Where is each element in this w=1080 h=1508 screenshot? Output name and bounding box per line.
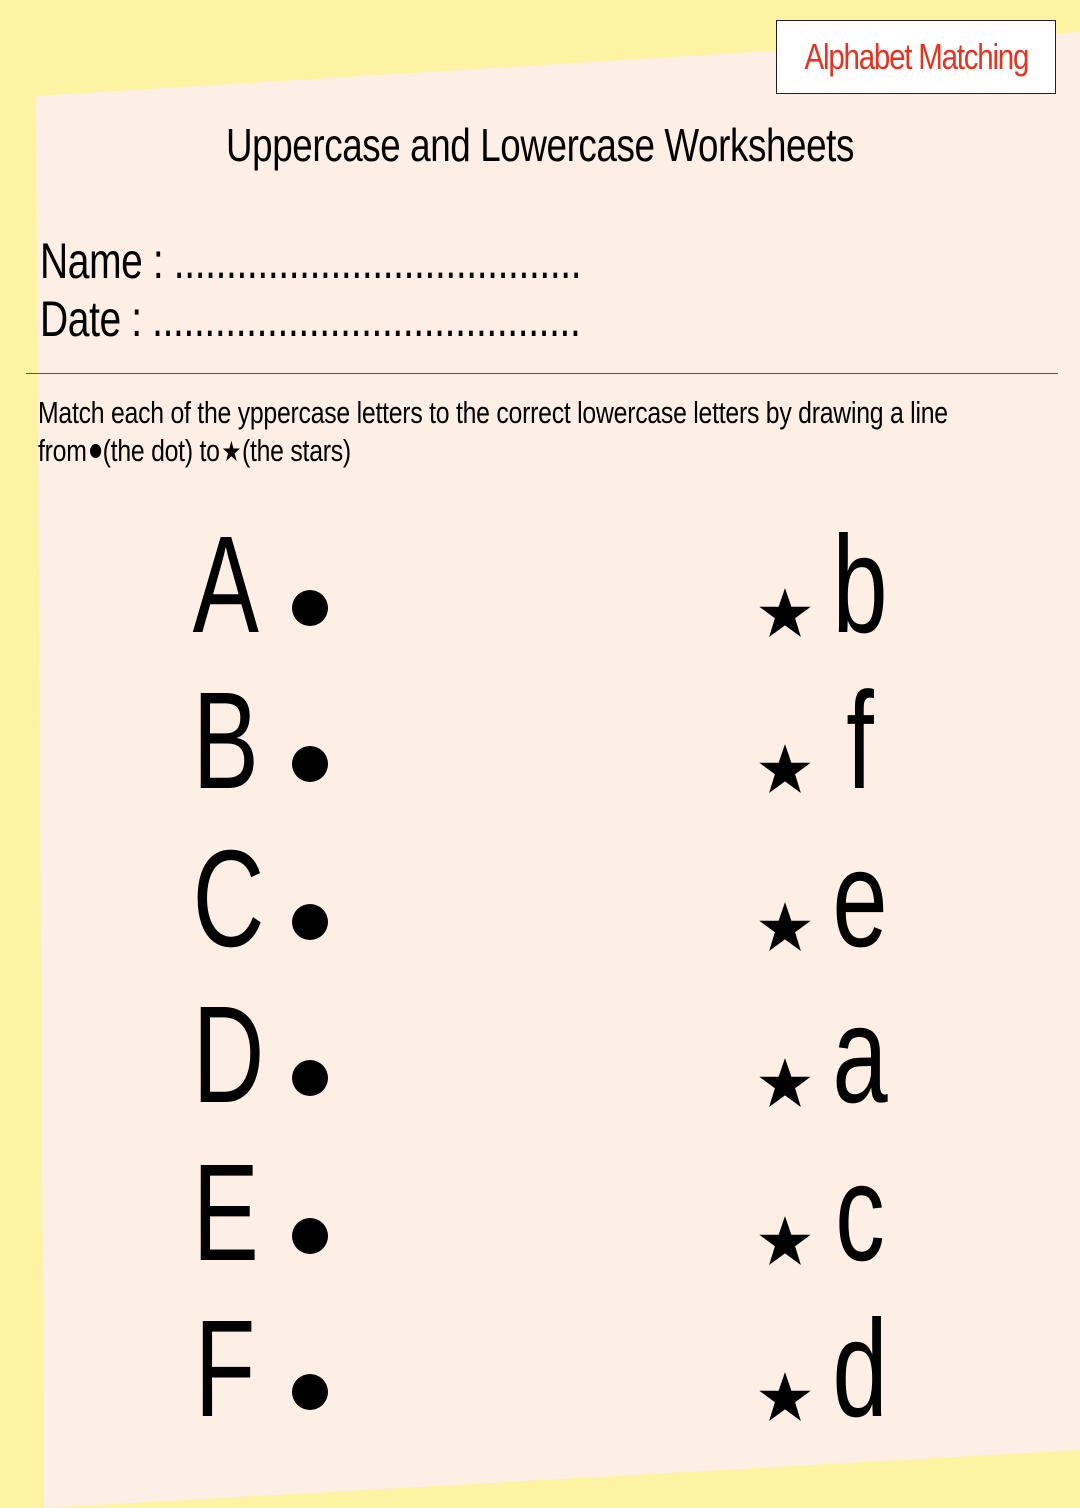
match-pair [0, 822, 1080, 976]
instructions [38, 394, 1054, 471]
divider [26, 373, 1058, 374]
uppercase-letter: F [194, 1292, 256, 1446]
instructions-line-2 [38, 432, 1054, 471]
instructions-line-1: Match each of the yppercase letters to the correct lowercase letters by drawing a line [38, 395, 948, 430]
badge-text: Alphabet Matching [804, 36, 1028, 77]
instructions-star-text: (the stars) [241, 433, 351, 468]
dot-icon [90, 444, 101, 458]
dot-icon[interactable] [292, 1060, 328, 1096]
uppercase-letter: C [192, 822, 265, 976]
name-field[interactable]: Name : ....................................... [40, 233, 582, 289]
star-icon[interactable] [758, 1216, 812, 1268]
star-icon[interactable] [758, 902, 812, 954]
dot-icon[interactable] [292, 590, 328, 626]
dot-icon[interactable] [292, 1374, 328, 1410]
uppercase-letter: E [192, 1136, 259, 1290]
star-icon[interactable] [758, 1372, 812, 1424]
title-badge [776, 20, 1056, 94]
lowercase-letter: e [832, 822, 888, 976]
uppercase-letter: D [192, 978, 265, 1132]
lowercase-letter: f [846, 664, 874, 818]
uppercase-letter: B [192, 664, 259, 818]
page-title: Uppercase and Lowercase Worksheets [225, 119, 855, 171]
match-pair [0, 664, 1080, 818]
match-pair [0, 978, 1080, 1132]
date-field[interactable]: Date : ......................................... [40, 291, 581, 347]
lowercase-letter: b [832, 508, 888, 662]
uppercase-letter: A [192, 508, 259, 662]
instructions-from: from [38, 433, 87, 468]
star-icon[interactable] [758, 1058, 812, 1110]
lowercase-letter: d [832, 1292, 888, 1446]
lowercase-letter: a [832, 978, 888, 1132]
star-icon[interactable] [758, 588, 812, 640]
match-pair [0, 1292, 1080, 1446]
star-icon: ★ [221, 436, 242, 467]
dot-icon[interactable] [292, 904, 328, 940]
instructions-dot-text: (the dot) to [102, 433, 220, 468]
dot-icon[interactable] [292, 1218, 328, 1254]
star-icon[interactable] [758, 744, 812, 796]
lowercase-letter: c [835, 1136, 885, 1290]
match-pair [0, 1136, 1080, 1290]
match-pair [0, 508, 1080, 662]
dot-icon[interactable] [292, 746, 328, 782]
